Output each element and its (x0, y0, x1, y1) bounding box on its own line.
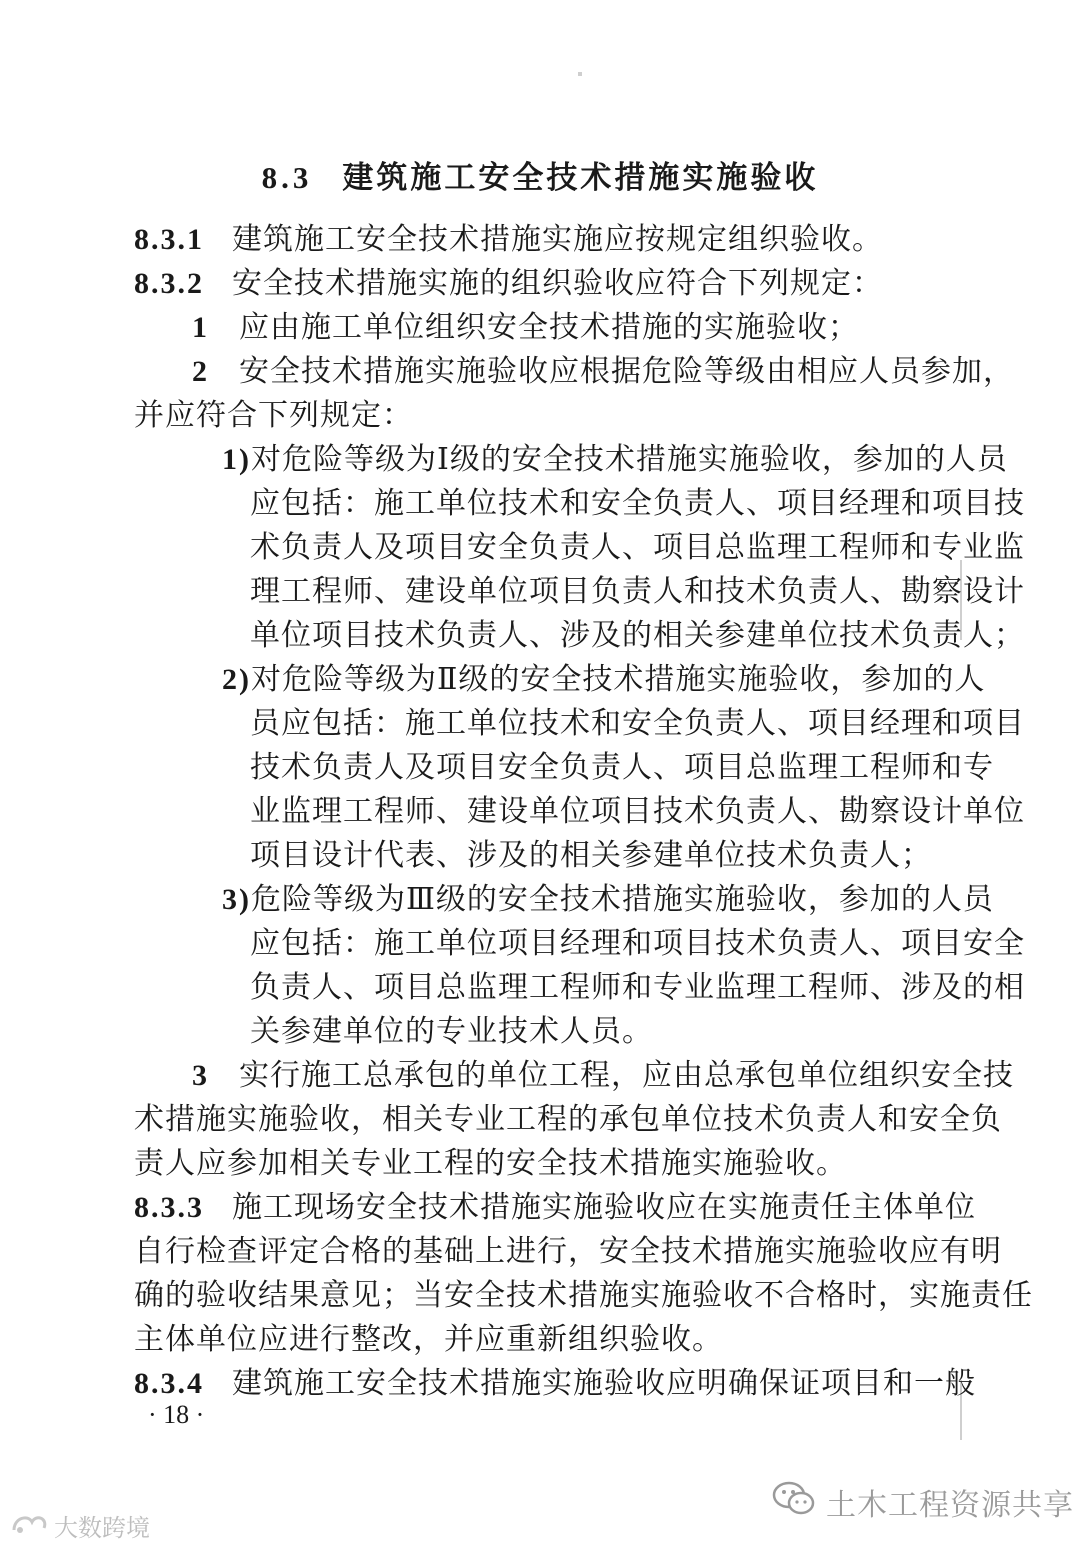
item-line: 责人应参加相关专业工程的安全技术措施实施验收。 (134, 1146, 847, 1181)
subitem-line: 单位项目技术负责人、涉及的相关参建单位技术负责人； (250, 618, 1025, 653)
clause-line: 主体单位应进行整改，并应重新组织验收。 (134, 1322, 723, 1357)
clause-number: 8.3.3 (134, 1191, 204, 1224)
subitem-line: 应包括：施工单位项目经理和项目技术负责人、项目安全 (250, 926, 1025, 961)
clause-8-3-2 (134, 264, 883, 304)
clause-text: 建筑施工安全技术措施实施验收应明确保证项目和一般 (232, 1366, 976, 1401)
clause-number: 8.3.2 (134, 267, 204, 300)
watermark-right: 土木工程资源共享 (826, 1488, 1074, 1523)
section-heading (0, 152, 1080, 197)
clause-number: 8.3.4 (134, 1367, 204, 1400)
subitem-line: 术负责人及项目安全负责人、项目总监理工程师和专业监 (250, 530, 1025, 565)
clause-line: 自行检查评定合格的基础上进行，安全技术措施实施验收应有明 (134, 1234, 1002, 1269)
item-line: 术措施实施验收，相关专业工程的承包单位技术负责人和安全负 (134, 1102, 1002, 1137)
item-number: 3 (192, 1059, 209, 1092)
clause-text: 安全技术措施实施的组织验收应符合下列规定： (232, 266, 883, 301)
clause-8-3-1 (134, 220, 883, 260)
clause-line: 确的验收结果意见；当安全技术措施实施验收不合格时，实施责任 (134, 1278, 1033, 1313)
item-2-cont: 并应符合下列规定： (134, 398, 413, 433)
subitem-number: 1) (222, 443, 251, 476)
item-number: 2 (192, 355, 209, 388)
subitem-line: 关参建单位的专业技术人员。 (250, 1014, 653, 1049)
subitem-1 (222, 440, 1008, 480)
subitem-text: 对危险等级为Ⅱ级的安全技术措施实施验收，参加的人 (251, 662, 986, 697)
subitem-line: 理工程师、建设单位项目负责人和技术负责人、勘察设计 (250, 574, 1025, 609)
scan-speck (578, 72, 582, 76)
clause-8-3-3 (134, 1188, 976, 1228)
clause-text: 建筑施工安全技术措施实施应按规定组织验收。 (232, 222, 883, 257)
wechat-icon (770, 1478, 818, 1518)
clause-number: 8.3.1 (134, 223, 204, 256)
item-text: 应由施工单位组织安全技术措施的实施验收； (239, 310, 859, 345)
subitem-text: 危险等级为Ⅲ级的安全技术措施实施验收，参加的人员 (251, 882, 994, 917)
logo-icon (10, 1510, 50, 1536)
section-number: 8.3 (261, 160, 313, 195)
subitem-line: 项目设计代表、涉及的相关参建单位技术负责人； (250, 838, 932, 873)
subitem-number: 2) (222, 663, 251, 696)
subitem-line: 负责人、项目总监理工程师和专业监理工程师、涉及的相 (250, 970, 1025, 1005)
section-title: 建筑施工安全技术措施实施验收 (342, 160, 819, 196)
page-number: · 18 · (148, 1400, 205, 1429)
subitem-2 (222, 660, 985, 700)
item-2 (192, 352, 1014, 392)
subitem-line: 应包括：施工单位技术和安全负责人、项目经理和项目技 (250, 486, 1025, 521)
clause-8-3-4 (134, 1364, 976, 1404)
item-number: 1 (192, 311, 209, 344)
item-3 (192, 1056, 1014, 1096)
item-1 (192, 308, 859, 348)
subitem-line: 员应包括：施工单位技术和安全负责人、项目经理和项目 (250, 706, 1025, 741)
subitem-text: 对危险等级为Ⅰ级的安全技术措施实施验收，参加的人员 (251, 442, 1008, 477)
subitem-line: 业监理工程师、建设单位项目技术负责人、勘察设计单位 (250, 794, 1025, 829)
subitem-number: 3) (222, 883, 251, 916)
clause-text: 施工现场安全技术措施实施验收应在实施责任主体单位 (232, 1190, 976, 1225)
item-text: 安全技术措施实施验收应根据危险等级由相应人员参加， (239, 354, 1014, 389)
subitem-3 (222, 880, 994, 920)
item-text: 实行施工总承包的单位工程，应由总承包单位组织安全技 (239, 1058, 1014, 1093)
watermark-left: 大数跨境 (54, 1514, 150, 1542)
subitem-line: 技术负责人及项目安全负责人、项目总监理工程师和专 (250, 750, 994, 785)
